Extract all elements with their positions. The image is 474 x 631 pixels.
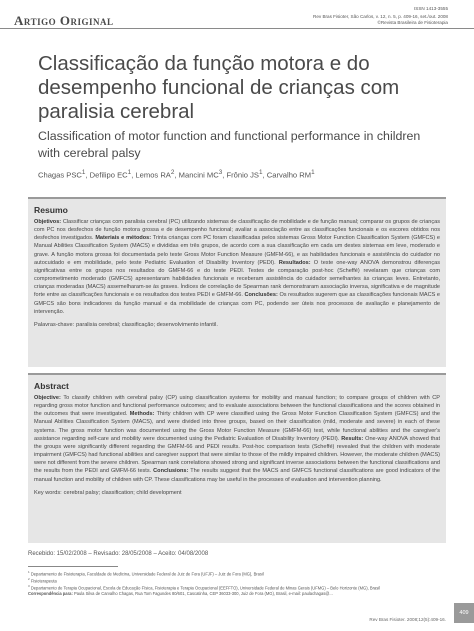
article-dates: Recebido: 15/02/2008 – Revisado: 28/05/2008 – Aceito: 04/08/2008 [28, 551, 209, 557]
author-list: Chagas PSC$^1$, Defilipo $EC^1$, Lemos $RA^2$, Mancini $MC^3$, Frônio $JS^1$, Carvalho $RM^1$ [38, 169, 315, 180]
footnote-rule [28, 566, 118, 567]
issn: ISSN 1413-3555 [414, 6, 448, 11]
abstract-body: Objective: To classify children with cerebral palsy (CP) using classification systems for mobility and manual function; to compare groups of children with CP regarding gross motor function and functional performance outcomes; and to evaluate associations between the functional classifications and the scores obtained in the outcomes that were investigated. Methods: Thirty children with CP were classified using the Gross Motor Function Classification System (GMFCS) and the Manual Abilities Classification System (MACS), and were divided into three groups, based on their classification (mild, moderate and severe) in each of these systems. The gross motor function was documented using the Gross Motor Function Measure (GMFM-66) test, while functional abilities and the caregiver's assistance regarding self-care and mobility were documented using the Pediatric Evaluation of Disability Inventory (PEDI). Results: One-way ANOVA showed that the groups were significantly different regarding the GMFM-66 and PEDI results. Post-hoc comparison tests (Scheffé) revealed that the children with moderate impairment (GMFCS) had functional abilities and caregiver support that were similar to those of the mildly impaired children. However, the moderate children (MACS) were not different from the severe children. Spearman rank correlations showed strong and significant inverse associations between the functional classifications and the results from the PEDI and GMFM-66 tests. Conclusions: The results suggest that the MACS and GMFCS functional classifications are good indicators of the manual function and mobility of children with CP. These classifications may be useful in the processes of evaluation and intervention planning. [34, 395, 441, 483]
header-rule [0, 28, 474, 29]
author: Carvalho RM [266, 170, 312, 180]
author: Lemos RA [135, 170, 171, 180]
journal-name: ©Revista Brasileira de Fisioterapia [377, 20, 448, 26]
citation: Rev Bras Fisioter, São Carlos, v. 12, n. 5, p. 409-16, set./out. 2008 [313, 14, 448, 19]
footnote-2: $^2$ Fisioterapeuta [28, 577, 57, 584]
correspondence: Correspondência para: Paula Silva de Carvalho Chagas, Rua Tom Fagundes 80/601, Cascatinha, CEP 36033-300, Juiz de Fora (MG), Brasil, e-mail: paulachagas@... [28, 591, 333, 596]
abstract-heading: Abstract [34, 381, 69, 391]
footnote-3: $^3$ Departamento de Terapia Ocupacional, Escola de Educação Física, Fisioterapia e Terapia Ocupacional (EEFFTO), Universidade Federal de Minas Gerais (UFMG) – Belo Horizonte (MG), Brasil [28, 584, 381, 591]
author: Defilipo EC [89, 170, 128, 180]
abstract-box [28, 373, 446, 543]
author: Mancini MC [178, 170, 219, 180]
resumo-body: Objetivos: Classificar crianças com paralisia cerebral (PC) utilizando sistemas de classificação de mobilidade e de função manual; comparar os grupos de crianças com PC nos desfechos de função motora grossa e de desempenho funcional; avaliar a associação entre as classificações funcionais e os escores obtidos nos desfechos investigados. Materiais e métodos: Trinta crianças com PC foram classificadas pelos sistemas Gross Motor Function Classification System (GMFCS) e Manual Abilities Classification System (MACS) e divididas em três grupos, de acordo com a sua classificação em cada um destes sistemas em leve, moderado e grave. A função motora grossa foi documentada pelo teste Gross Motor Function Measure (GMFM-66), e as habilidades funcionais e assistência do cuidador no autocuidado e em mobilidade, pelo teste Pediatric Evaluation of Disability Inventory (PEDI). Resultados: O teste one-way ANOVA demonstrou diferenças significativas entre os grupos nos resultados do GMFM-66 e do teste PEDI. Testes de comparação post-hoc (Scheffé) revelaram que crianças com comprometimento moderado (GMFCS) apresentaram habilidades funcionais e receberam assistência do cuidador semelhantes às crianças leves. Entretanto, crianças moderadas (MACS) assemelharam-se às graves. Índices de correlação de Spearman rank demonstraram associação inversa, significativa e de magnitude forte entre as classificações funcionais e os resultados dos testes PEDI e GMFM-66. Conclusões: Os resultados sugerem que as classificações funcionais MACS e GMFCS são bons indicadores da função manual e da mobilidade de crianças com PC, podendo ser úteis nos processos de avaliação e planejamento de intervenção. [34, 219, 440, 315]
date-revised: Revisado: 28/05/2008 [93, 551, 152, 557]
title-portuguese: Classificação da função motora e do desempenho funcional de crianças com paralisia cerebral [38, 52, 400, 123]
footer-citation: Rev Bras Fisioter. 2008;12(5):409-16. [369, 617, 446, 622]
page-number: 409 [454, 603, 474, 623]
abstract-keywords: Key words: cerebral palsy; classification; child development [34, 489, 182, 496]
title-english: Classification of motor function and functional performance in children with cerebral palsy [38, 129, 421, 160]
resumo-heading: Resumo [34, 205, 68, 215]
date-accepted: Aceito: 04/08/2008 [158, 551, 209, 557]
date-received: Recebido: 15/02/2008 [28, 551, 87, 557]
section-label: Artigo Original [14, 13, 114, 28]
resumo-box [28, 197, 446, 367]
author: Chagas PSC [38, 170, 82, 180]
journal-info [268, 14, 448, 26]
resumo-keywords: Palavras-chave: paralisia cerebral; classificação; desenvolvimento infantil. [34, 321, 218, 328]
author: Frônio JS [226, 170, 259, 180]
footnote-1: $^1$ Departamento de Fisioterapia, Faculdade de Medicina, Universidade Federal de Juiz de Fora (UFJF) – Juiz de Fora (MG), Brasil [28, 570, 264, 577]
